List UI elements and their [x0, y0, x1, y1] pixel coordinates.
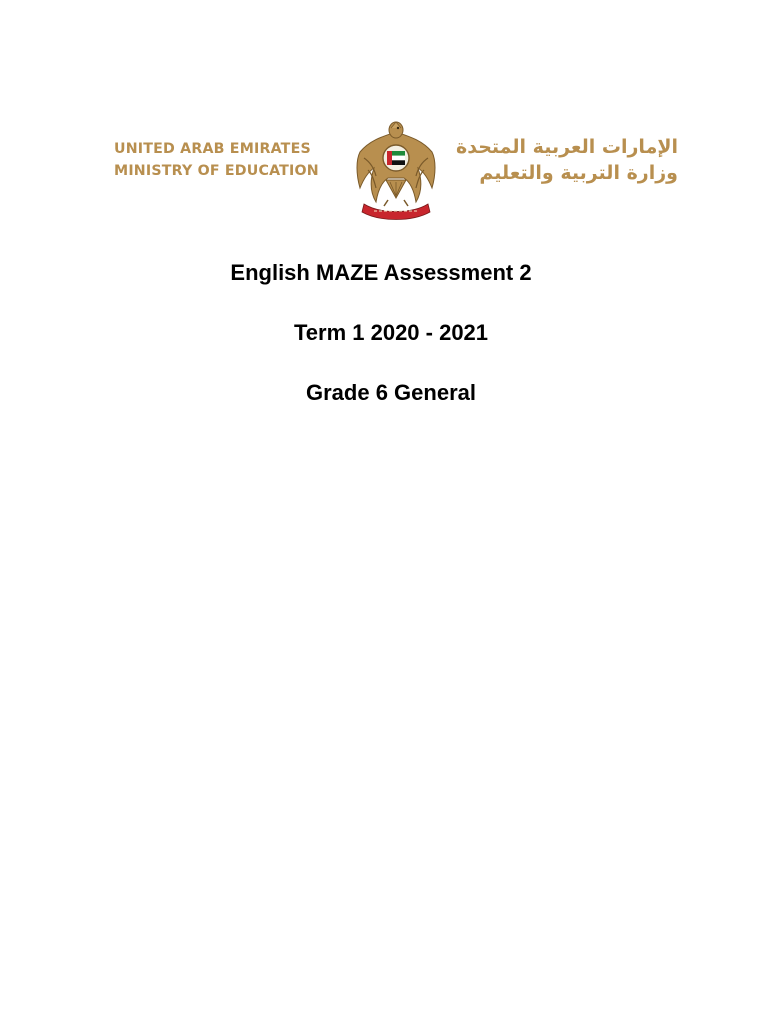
ministry-name-english: [114, 138, 340, 182]
cover-titles: [0, 258, 770, 438]
uae-emblem-icon: [350, 118, 442, 222]
ministry-name-english-line: MINISTRY OF EDUCATION: [114, 163, 319, 179]
ministry-name-arabic-line: وزارة التربية والتعليم: [479, 162, 678, 184]
ministry-header: [0, 118, 770, 222]
country-name-english: UNITED ARAB EMIRATES: [114, 141, 311, 157]
ministry-name-arabic: [452, 134, 678, 186]
assessment-title: English MAZE Assessment 2: [230, 260, 532, 285]
grade-label: Grade 6 General: [306, 380, 476, 405]
country-name-arabic: الإمارات العربية المتحدة: [456, 136, 678, 158]
term-label: Term 1 2020 - 2021: [293, 320, 489, 345]
